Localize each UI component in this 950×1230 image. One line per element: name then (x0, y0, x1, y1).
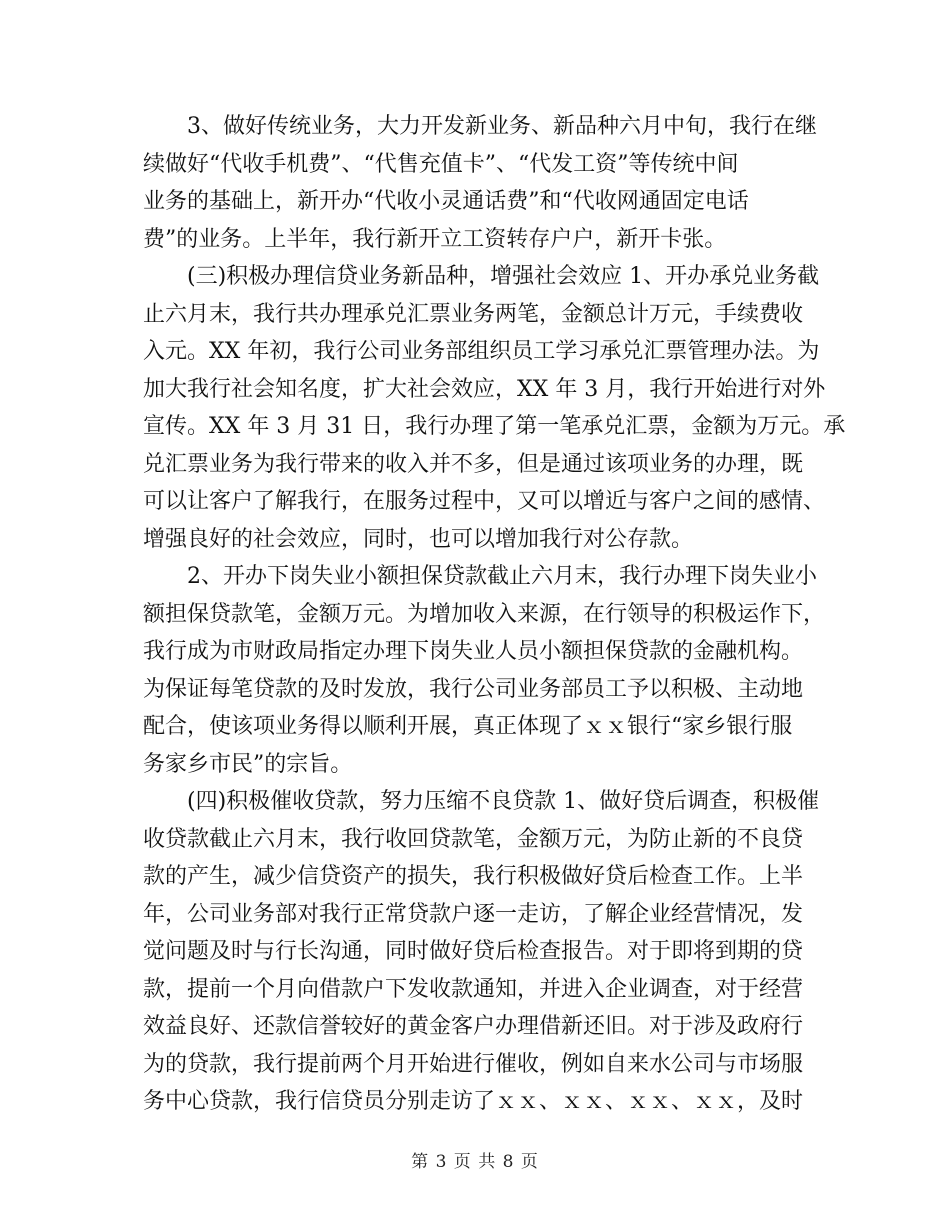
paragraph-line: 止六月末，我行共办理承兑汇票业务两笔，金额总计万元，手续费收 (143, 301, 804, 327)
paragraph-line: 可以让客户了解我行，在服务过程中，又可以增近与客户之间的感情、 (143, 489, 826, 514)
paragraph-line: 为的贷款，我行提前两个月开始进行催收，例如自来水公司与市场服 (143, 1051, 804, 1077)
page-number-footer: 第 3 页 共 8 页 (411, 1152, 539, 1172)
paragraph-line: 为保证每笔贷款的及时发放，我行公司业务部员工予以积极、主动地 (143, 676, 804, 702)
paragraph-line: 兑汇票业务为我行带来的收入并不多，但是通过该项业务的办理，既 (143, 451, 804, 477)
paragraph-line: 年，公司业务部对我行正常贷款户逐一走访，了解企业经营情况，发 (143, 901, 804, 927)
paragraph-line: 宣传。XX 年 3 月 31 日，我行办理了第一笔承兑汇票，金额为万元。承 (143, 414, 846, 439)
paragraph-line: 我行成为市财政局指定办理下岗失业人员小额担保贷款的金融机构。 (143, 639, 804, 664)
document-body (143, 108, 846, 1121)
paragraph-line: 2、开办下岗失业小额担保贷款截止六月末，我行办理下岗失业小 (187, 564, 817, 589)
paragraph-line: 务家乡市民”的宗旨。 (143, 751, 353, 777)
paragraph-line: 配合，使该项业务得以顺利开展，真正体现了ｘｘ银行“家乡银行服 (143, 714, 793, 739)
paragraph-line: 款，提前一个月向借款户下发收款通知，并进入企业调查，对于经营 (143, 976, 804, 1002)
paragraph-line: 收贷款截止六月末，我行收回贷款笔，金额万元，为防止新的不良贷 (143, 826, 804, 852)
paragraph-line: 费”的业务。上半年，我行新开立工资转存户户，新开卡张。 (143, 226, 727, 252)
paragraph-line: 增强良好的社会效应，同时，也可以增加我行对公存款。 (143, 526, 694, 552)
paragraph-line: 入元。XX 年初，我行公司业务部组织员工学习承兑汇票管理办法。为 (143, 339, 820, 364)
paragraph-line: 效益良好、还款信誉较好的黄金客户办理借新还旧。对于涉及政府行 (143, 1014, 804, 1039)
paragraph-line: 业务的基础上，新开办“代收小灵通话费”和“代收网通固定电话 (143, 189, 749, 214)
paragraph-line: 加大我行社会知名度，扩大社会效应，XX 年 3 月，我行开始进行对外 (143, 376, 826, 402)
paragraph-line: 务中心贷款，我行信贷员分别走访了ｘｘ、ｘｘ、ｘｘ、ｘｘ，及时 (143, 1089, 804, 1114)
paragraph-line: 3、做好传统业务，大力开发新业务、新品种六月中旬，我行在继 (187, 114, 817, 139)
paragraph-line: 续做好“代收手机费”、“代售充值卡”、“代发工资”等传统中间 (143, 151, 739, 177)
paragraph-line: 额担保贷款笔，金额万元。为增加收入来源，在行领导的积极运作下， (143, 601, 826, 627)
paragraph-line: 款的产生，减少信贷资产的损失，我行积极做好贷后检查工作。上半 (143, 864, 804, 889)
paragraph-line: (四)积极催收贷款，努力压缩不良贷款 1、做好贷后调查，积极催 (187, 789, 820, 814)
paragraph-line: (三)积极办理信贷业务新品种，增强社会效应 1、开办承兑业务截 (187, 264, 820, 289)
paragraph-line: 觉问题及时与行长沟通，同时做好贷后检查报告。对于即将到期的贷 (143, 939, 804, 964)
